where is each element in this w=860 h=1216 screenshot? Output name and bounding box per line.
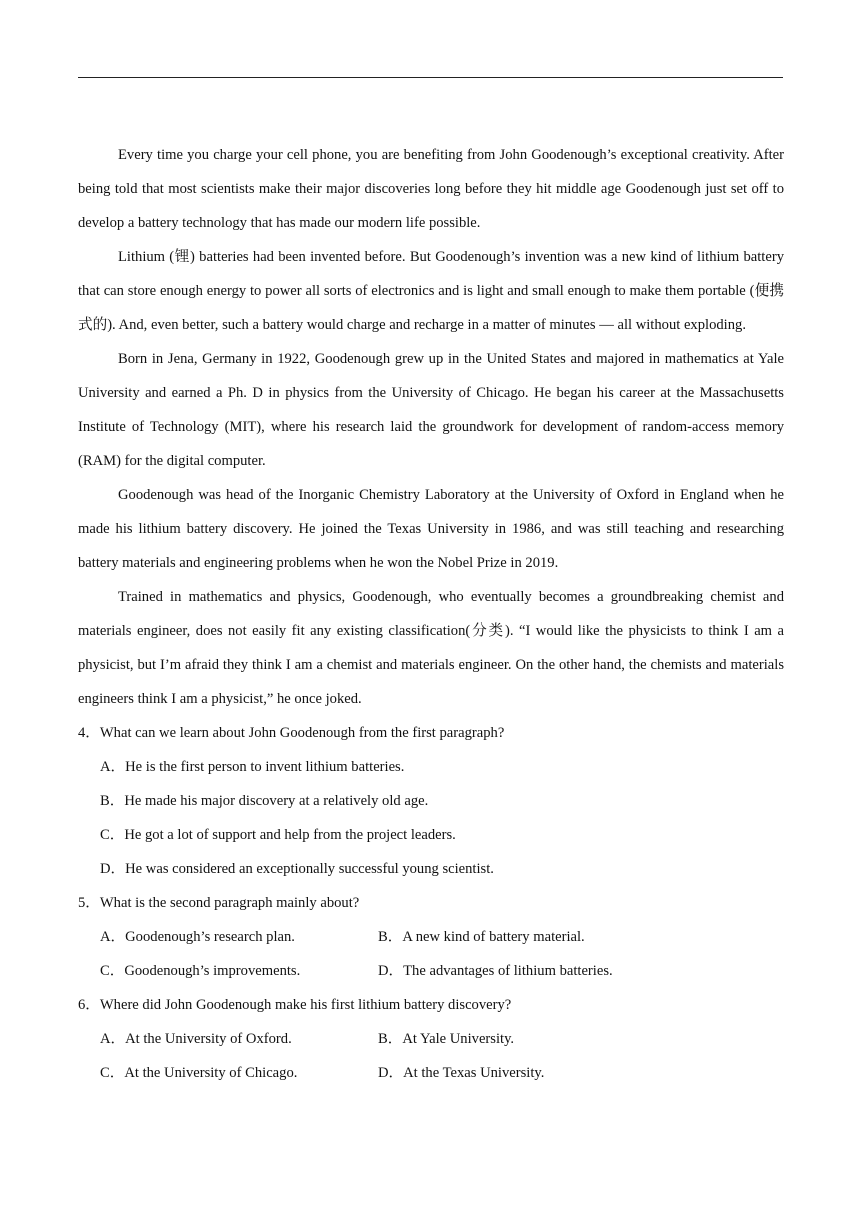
question-5-option-a: A．Goodenough’s research plan. xyxy=(100,929,295,945)
question-4-option-a: A．He is the first person to invent lithium batteries. xyxy=(100,759,405,775)
question-5-option-c: C．Goodenough’s improvements. xyxy=(100,963,301,979)
passage-paragraph-3: Born in Jena, Germany in 1922, Goodenough grew up in the United States and majored in mathematics at Yale University and earned a Ph. D in physics from the University of Chicago. He began his career at the Massachusetts Institute of Technology (MIT), where his research laid the groundwork for development of random-access memory (RAM) for the digital computer. xyxy=(78,351,784,469)
question-4-stem: 4．What can we learn about John Goodenough from the first paragraph? xyxy=(78,725,505,741)
question-6-option-a: A．At the University of Oxford. xyxy=(100,1031,292,1047)
question-6-options-row-1 xyxy=(78,1022,784,1056)
question-6-options-row-2 xyxy=(78,1056,784,1090)
question-6-option-d: D．At the Texas University. xyxy=(378,1065,545,1081)
question-6-option-c: C．At the University of Chicago. xyxy=(100,1065,298,1081)
passage-paragraph-1: Every time you charge your cell phone, you are benefiting from John Goodenough’s exceptional creativity. After being told that most scientists make their major discoveries long before they hit middle age Goodenough just set off to develop a battery technology that has made our modern life possible. xyxy=(78,147,784,231)
question-5-option-d: D．The advantages of lithium batteries. xyxy=(378,963,613,979)
question-4-option-c: C．He got a lot of support and help from the project leaders. xyxy=(100,827,456,843)
question-5-stem: 5．What is the second paragraph mainly about? xyxy=(78,895,360,911)
question-4-option-d: D．He was considered an exceptionally successful young scientist. xyxy=(100,861,494,877)
document-content xyxy=(78,138,784,1090)
header-rule xyxy=(78,77,783,78)
passage-paragraph-2: Lithium (锂) batteries had been invented before. But Goodenough’s invention was a new kind of lithium battery that can store enough energy to power all sorts of electronics and is light and small enough to make them portable (便携式的). And, even better, such a battery would charge and recharge in a matter of minutes — all without exploding. xyxy=(78,249,784,333)
question-5-options-row-2 xyxy=(78,954,784,988)
passage-paragraph-4: Goodenough was head of the Inorganic Chemistry Laboratory at the University of Oxford in England when he made his lithium battery discovery. He joined the Texas University in 1986, and was still teaching and researching battery materials and engineering problems when he won the Nobel Prize in 2019. xyxy=(78,487,784,571)
question-6-stem: 6．Where did John Goodenough make his first lithium battery discovery? xyxy=(78,997,512,1013)
question-5-option-b: B．A new kind of battery material. xyxy=(378,929,585,945)
passage-paragraph-5: Trained in mathematics and physics, Goodenough, who eventually becomes a groundbreaking chemist and materials engineer, does not easily fit any existing classification(分类). “I would like the physicists to think I am a physicist, but I’m afraid they think I am a chemist and materials engineer. On the other hand, the chemists and materials engineers think I am a physicist,” he once joked. xyxy=(78,589,784,707)
question-6-option-b: B．At Yale University. xyxy=(378,1031,515,1047)
question-4-option-b: B．He made his major discovery at a relatively old age. xyxy=(100,793,429,809)
question-5-options-row-1 xyxy=(78,920,784,954)
